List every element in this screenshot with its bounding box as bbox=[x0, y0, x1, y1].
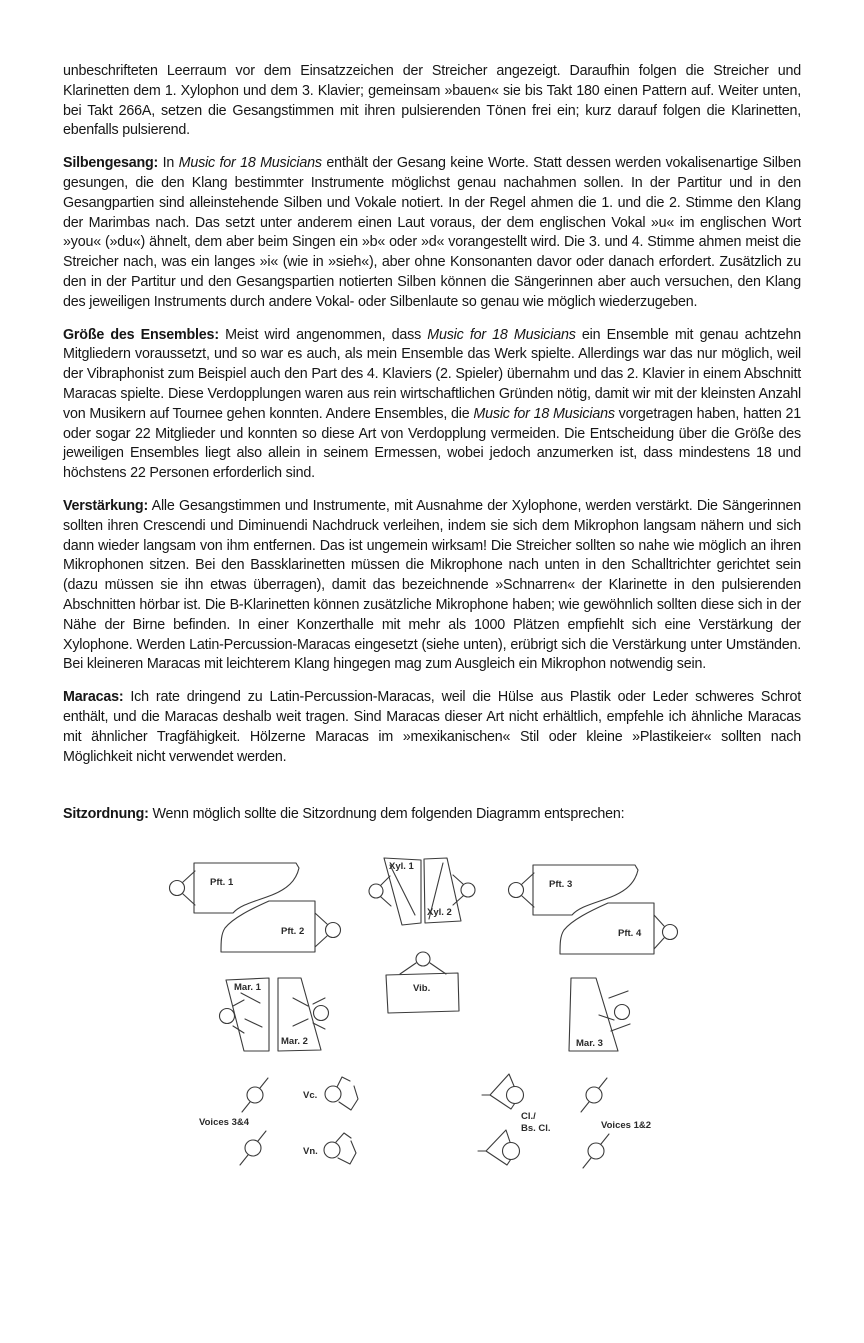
paragraph-text: vorgetragen haben, hatten 21 oder sogar 22 Mitglieder und konnten so diese Art von Verdopplung vermeiden. Die Entscheidung über die Größe des jeweiligen Ensembles liegt also allein in seinem Ermessen, wobei jedoch anzumerken ist, dass mindestens 18 und höchstens 22 Personen erforderlich sind. bbox=[63, 405, 802, 482]
player-mar3-icon bbox=[615, 1005, 630, 1020]
player-vib-icon bbox=[416, 952, 430, 966]
cello-shape bbox=[325, 1077, 358, 1110]
paragraph-text: unbeschrifteten Leerraum vor dem Einsatzzeichen der Streicher angezeigt. Daraufhin folgen die Streicher und Klarinetten dem 1. Xylophon und dem 3. Klavier; gemeinsam »bauen« sie bis Takt 180 einen Pattern auf. Weiter unten, bei Takt 266A, setzen die Gesangstimmen mit ihren pulsierenden Tönen frei ein; kurz darauf folgen die Klarinetten, ebenfalls pulsierend. bbox=[63, 63, 801, 139]
label-vc: Vc. bbox=[303, 1090, 318, 1102]
singer-voice1-icon bbox=[586, 1087, 602, 1103]
seating-diagram bbox=[63, 851, 803, 1211]
work-title: Music for 18 Musicians bbox=[427, 326, 576, 343]
player-cl2-icon bbox=[503, 1143, 520, 1160]
paragraph-lead: Silbengesang: bbox=[63, 155, 159, 172]
player-xyl2-icon bbox=[461, 883, 475, 897]
label-mar1: Mar. 1 bbox=[234, 982, 261, 994]
label-voices34: Voices 3&4 bbox=[199, 1117, 249, 1129]
label-pft2: Pft. 2 bbox=[281, 926, 305, 938]
label-vn: Vn. bbox=[303, 1146, 318, 1158]
seating-diagram-container bbox=[63, 851, 801, 1216]
label-pft1: Pft. 1 bbox=[210, 877, 234, 889]
label-xyl2: Xyl. 2 bbox=[427, 907, 452, 919]
label-pft4: Pft. 4 bbox=[618, 928, 642, 940]
paragraph-text: ein Ensemble mit genau achtzehn Mitgliedern voraussetzt, und so war es auch, als mein Ensemble das Werk spielte. Allerdings war das nur möglich, weil der Vibraphonist zum Beispiel auch den Part des 4. Klaviers (2. Spieler) übernahm und das 2. Klavier in einem Abschnitt Maracas spielte. Diese Verdopplungen waren aus rein wirtschaftlichen Gründen nötig, damit wir mit der kleinsten Anzahl von Musikern auf Tournee gehen konnten. Andere Ensembles, die bbox=[63, 326, 801, 422]
label-mar3: Mar. 3 bbox=[576, 1038, 603, 1050]
work-title: Music for 18 Musicians bbox=[473, 405, 615, 422]
silbengesang-paragraph bbox=[63, 154, 801, 312]
singer-voice2-icon bbox=[588, 1143, 604, 1159]
label-vib: Vib. bbox=[413, 983, 431, 995]
paragraph-text: Alle Gesangstimmen und Instrumente, mit Ausnahme der Xylophone, werden verstärkt. Die Sängerinnen sollten ihren Crescendi und Diminuendi Nachdruck verleihen, indem sie sich dem Mikrophon langsam nähern und sich dann wieder langsam von ihm entfernen. Das ist ungemein wirksam! Die Streicher sollten so nahe wie möglich an ihren Mikrophonen sitzen. Bei den Bassklarinetten müssen die Mikrophone nach unten in den Schalltrichter gerichtet sein (dazu müssen sie ihn etwas überragen), damit das bezeichnende »Schnarren« der Klarinette in den pulsierenden Abschnitten hörbar ist. Die B-Klarinetten können zusätzliche Mikrophone haben; wie gewöhnlich sollten diese sich in der Nähe der Birne befinden. In einer Konzerthalle mit mehr als 1000 Plätzen empfiehlt sich eine Verstärkung der Xylophone. Werden Latin-Percussion-Maracas eingesetzt (siehe unten), erübrigt sich die Verstärkung unter Umständen. Bei kleineren Maracas mit leichterem Klang hingegen mag zum Ausgleich ein Mikrophon notwendig sein. bbox=[63, 497, 801, 673]
label-pft3: Pft. 3 bbox=[549, 879, 573, 891]
player-pft1-icon bbox=[170, 881, 185, 896]
player-pft4-icon bbox=[663, 925, 678, 940]
player-mar2-icon bbox=[314, 1006, 329, 1021]
player-pft2-icon bbox=[326, 923, 341, 938]
paragraph-lead: Sitzordnung: bbox=[63, 806, 149, 823]
ensemble-groesse-paragraph bbox=[63, 326, 801, 484]
paragraph-lead: Verstärkung: bbox=[63, 497, 149, 514]
work-title: Music for 18 Musicians bbox=[178, 155, 322, 172]
maracas-paragraph bbox=[63, 688, 801, 767]
paragraph-text: enthält der Gesang keine Worte. Statt dessen werden vokalisenartige Silben gesungen, die den Klang bestimmter Instrumente möglichst genau nachahmen sollen. In der Partitur und in den Gesangpartien sind alleinstehende Silben und Vokale notiert. In der Regel ahmen die 1. und die 2. Stimme den Klang der Marimbas nach. Das setzt unter anderem einen Laut voraus, der dem englischen Vokal »u« im englischen Wort »you« (»du«) ähnelt, dem aber beim Singen ein »b« oder »d« vorangestellt wird. Die 3. und 4. Stimme ahmen meist die Streicher nach, was ein langes »i« (wie in »sieh«), aber ohne Konsonanten davor oder danach erfordert. Zusätzlich zu den in der Partitur und den Gesangspartien notierten Silben können die Sängerinnen aber auch versuchen, den Klang des jeweiligen Instruments durch andere Vokal- oder Silbenlaute so genau wie möglich wiederzugeben. bbox=[63, 155, 802, 310]
player-vc-icon bbox=[325, 1086, 341, 1102]
paragraph-lead: Größe des Ensembles: bbox=[63, 326, 219, 343]
label-cl-line1: Cl./ bbox=[521, 1111, 536, 1123]
violin-shape bbox=[324, 1133, 356, 1164]
label-cl-line2: Bs. Cl. bbox=[521, 1123, 551, 1135]
singer-voice4-icon bbox=[245, 1140, 261, 1156]
clarinet1-shape bbox=[482, 1074, 524, 1109]
paragraph-text: Meist wird angenommen, dass bbox=[218, 326, 428, 343]
continuation-paragraph bbox=[63, 62, 801, 141]
player-pft3-icon bbox=[509, 883, 524, 898]
label-voices12: Voices 1&2 bbox=[601, 1120, 651, 1132]
paragraph-text: In bbox=[158, 155, 179, 172]
paragraph-text: Ich rate dringend zu Latin-Percussion-Maracas, weil die Hülse aus Plastik oder Leder schweres Schrot enthält, und die Maracas deshalb weit tragen. Sind Maracas dieser Art nicht erhältlich, empfehle ich ähnliche Maracas mit ähnlicher Tragfähigkeit. Hölzerne Maracas im »mexikanischen« Stil oder kleine »Plastikeier« sollten nach Möglichkeit nicht verwendet werden. bbox=[63, 689, 801, 765]
label-xyl1: Xyl. 1 bbox=[389, 861, 414, 873]
piano-pft3-shape bbox=[509, 865, 639, 915]
player-xyl1-icon bbox=[369, 884, 383, 898]
paragraph-lead: Maracas: bbox=[63, 689, 124, 706]
document-body bbox=[63, 62, 801, 825]
piano-pft1-shape bbox=[170, 863, 300, 913]
sitzordnung-paragraph bbox=[63, 805, 801, 825]
player-cl1-icon bbox=[507, 1087, 524, 1104]
paragraph-text: Wenn möglich sollte die Sitzordnung dem folgenden Diagramm entsprechen: bbox=[148, 806, 625, 823]
player-mar1-icon bbox=[220, 1009, 235, 1024]
clarinet2-shape bbox=[478, 1130, 520, 1165]
verstaerkung-paragraph bbox=[63, 497, 801, 675]
label-mar2: Mar. 2 bbox=[281, 1036, 308, 1048]
singer-voice3-icon bbox=[247, 1087, 263, 1103]
player-vn-icon bbox=[324, 1142, 340, 1158]
